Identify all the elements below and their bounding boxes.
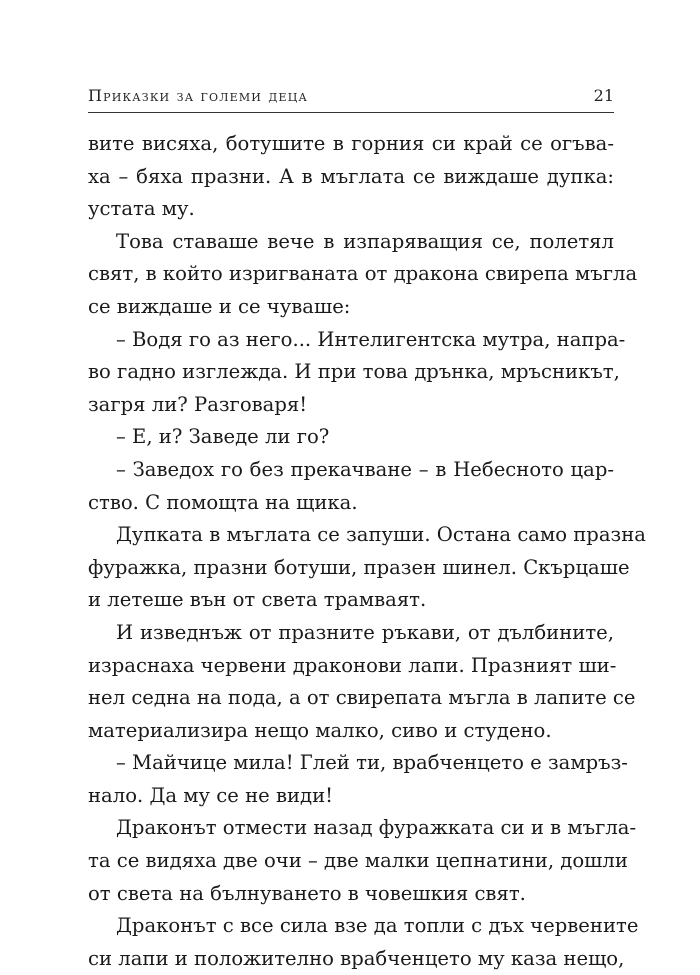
text-line: нел седна на пода, а от свирепата мъгла в лапите се [88, 686, 636, 710]
running-header [88, 86, 614, 110]
text-line: – Заведох го без прекачване – в Небесното цар- [116, 457, 614, 481]
text-line: Дупката в мъглата се запуши. Остана само празна [116, 523, 646, 547]
text-line: Драконът с все сила взе да топли с дъх червените [116, 914, 639, 938]
text-line: фуражка, празни ботуши, празен шинел. Скърцаше [88, 555, 630, 579]
text-line: и летеше вън от света трамваят. [88, 588, 427, 612]
text-line: израснаха червени драконови лапи. Празният ши- [88, 653, 617, 677]
text-line: – Водя го аз него... Интелигентска мутра, напра- [116, 327, 626, 351]
text-line: вите висяха, ботушите в горния си край се огъва- [88, 132, 614, 155]
text-line: нало. Да му се не види! [88, 783, 334, 807]
text-line: ха – бяха празни. А в мъглата се виждаше дупка: [88, 164, 614, 188]
text-line: Това ставаше вече в изпаряващия се, полетял [116, 229, 614, 253]
text-line: се виждаше и се чуваше: [88, 294, 351, 318]
text-line: си лапи и положително врабченцето му каза нещо, [88, 946, 625, 970]
text-line: Драконът отмести назад фуражката си и в мъгла- [116, 816, 637, 840]
text-line: та се видяха две очи – две малки цепнатини, дошли [88, 849, 628, 873]
page-number: 21 [593, 86, 614, 105]
text-line: И изведнъж от празните ръкави, от дълбините, [116, 620, 614, 644]
header-rule [88, 112, 614, 113]
text-line: от света на бълнуването в човешкия свят. [88, 881, 526, 905]
text-line: загря ли? Разговаря! [88, 392, 308, 416]
text-line: – Майчице мила! Глей ти, врабченцето е замръз- [116, 751, 628, 775]
book-title: Приказки за големи деца [88, 86, 309, 105]
text-line: – Е, и? Заведе ли го? [116, 425, 330, 449]
text-line: во гадно изглежда. И при това дрънка, мръсникът, [88, 360, 620, 384]
text-line: свят, в който изригваната от дракона свирепа мъгла [88, 262, 638, 286]
text-line: устата му. [88, 197, 195, 221]
body-text [88, 128, 646, 975]
text-line: ство. С помощта на щика. [88, 490, 358, 514]
text-line: материализира нещо малко, сиво и студено. [88, 718, 552, 742]
